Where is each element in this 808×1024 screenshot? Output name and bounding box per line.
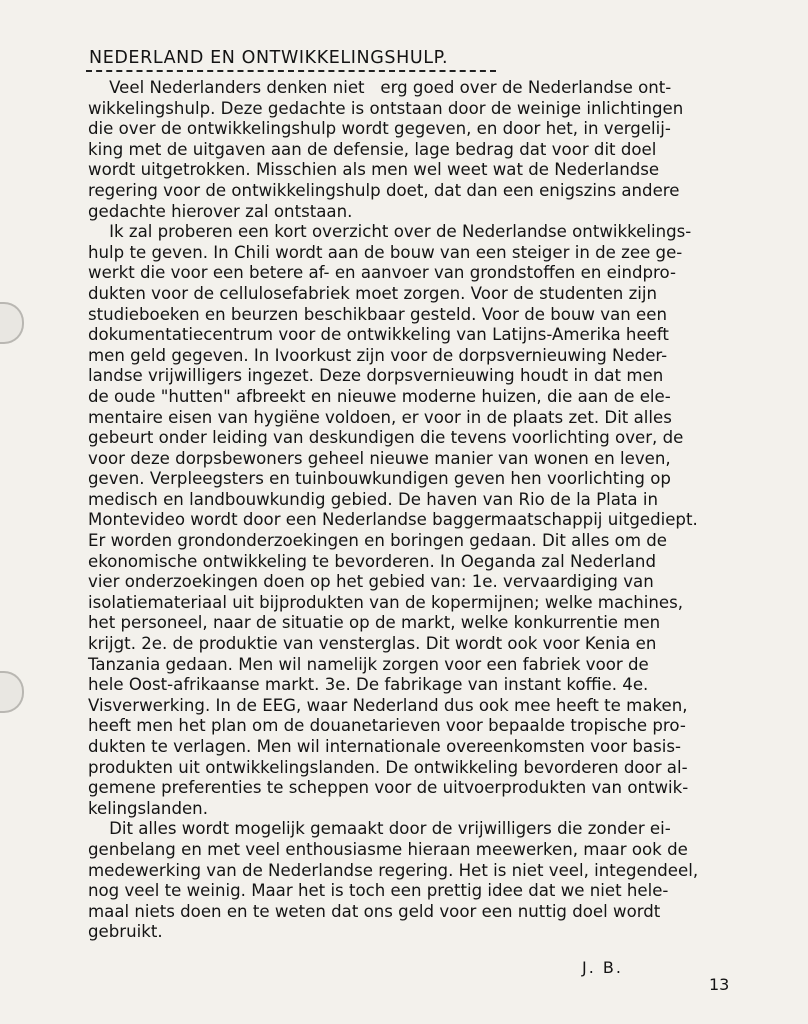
- text-line: heeft men het plan om de douanetarieven voor bepaalde tropische pro-: [88, 716, 686, 736]
- text-line: Veel Nederlanders denken niet erg goed over de Nederlandse ont-: [88, 78, 672, 97]
- text-line: de oude "hutten" afbreekt en nieuwe moderne huizen, die aan de ele-: [88, 386, 671, 406]
- text-line: isolatiemateriaal uit bijprodukten van de kopermijnen; welke machines,: [88, 592, 684, 612]
- text-line: kelingslanden.: [88, 798, 208, 818]
- text-line: king met de uitgaven aan de defensie, lage bedrag dat voor dit doel: [88, 139, 657, 159]
- text-line: mentaire eisen van hygiëne voldoen, er voor in de plaats zet. Dit alles: [88, 407, 672, 427]
- text-line: Montevideo wordt door een Nederlandse baggermaatschappij uitgediept.: [88, 510, 698, 530]
- text-line: wikkelingshulp. Deze gedachte is ontstaan door de weinige inlichtingen: [88, 98, 684, 118]
- text-line: dukten te verlagen. Men wil internationale overeenkomsten voor basis-: [88, 737, 681, 756]
- text-line: gebeurt onder leiding van deskundigen die tevens voorlichting over, de: [88, 428, 684, 448]
- title-underline: [86, 70, 496, 72]
- text-line: landse vrijwilligers ingezet. Deze dorpsvernieuwing houdt in dat men: [88, 366, 664, 386]
- text-line: krijgt. 2e. de produktie van vensterglas. Dit wordt ook voor Kenia en: [88, 634, 657, 654]
- text-line: ekonomische ontwikkeling te bevorderen. In Oeganda zal Nederland: [88, 551, 656, 571]
- text-line: Tanzania gedaan. Men wil namelijk zorgen voor een fabriek voor de: [88, 654, 649, 674]
- text-line: dokumentatiecentrum voor de ontwikkeling van Latijns-Amerika heeft: [88, 325, 669, 345]
- text-line: die over de ontwikkelingshulp wordt gegeven, en door het, in vergelij-: [88, 119, 671, 139]
- text-line: hele Oost-afrikaanse markt. 3e. De fabrikage van instant koffie. 4e.: [88, 675, 649, 695]
- punch-hole-bottom: [0, 671, 24, 713]
- text-line: het personeel, naar de situatie op de markt, welke konkurrentie men: [88, 613, 661, 633]
- text-line: studieboeken en beurzen beschikbaar gesteld. Voor de bouw van een: [88, 304, 667, 324]
- text-line: nog veel te weinig. Maar het is toch een prettig idee dat we niet hele-: [88, 881, 669, 901]
- text-line: men geld gegeven. In Ivoorkust zijn voor de dorpsvernieuwing Neder-: [88, 345, 668, 365]
- text-line: geven. Verpleegsters en tuinbouwkundigen geven hen voorlichting op: [88, 469, 671, 489]
- text-line: voor deze dorpsbewoners geheel nieuwe manier van wonen en leven,: [88, 448, 671, 468]
- text-line: medisch en landbouwkundig gebied. De haven van Rio de la Plata in: [88, 489, 658, 509]
- text-line: wordt uitgetrokken. Misschien als men wel weet wat de Nederlandse: [88, 160, 660, 180]
- text-line: werkt die voor een betere af- en aanvoer van grondstoffen en eindpro-: [88, 263, 676, 283]
- page-number: 13: [709, 975, 730, 994]
- text-line: Visverwerking. In de EEG, waar Nederland dus ook mee heeft te maken,: [88, 695, 688, 715]
- text-line: hulp te geven. In Chili wordt aan de bouw van een steiger in de zee ge-: [88, 242, 683, 262]
- text-line: maal niets doen en te weten dat ons geld voor een nuttig doel wordt: [88, 901, 661, 921]
- text-line: gemene preferenties te scheppen voor de uitvoerprodukten van ontwik-: [88, 778, 689, 798]
- text-line: produkten uit ontwikkelingslanden. De ontwikkeling bevorderen door al-: [88, 757, 688, 777]
- text-line: Ik zal proberen een kort overzicht over de Nederlandse ontwikkelings-: [88, 222, 692, 242]
- page-title: NEDERLAND EN ONTWIKKELINGSHULP.: [89, 48, 449, 68]
- article-body: [88, 78, 748, 943]
- text-line: regering voor de ontwikkelingshulp doet, dat dan een enigszins andere: [88, 180, 680, 200]
- author-signature: J. B.: [582, 958, 623, 977]
- text-line: medewerking van de Nederlandse regering. Het is niet veel, integendeel,: [88, 860, 699, 880]
- text-line: Dit alles wordt mogelijk gemaakt door de vrijwilligers die zonder ei-: [88, 819, 671, 839]
- text-line: vier onderzoekingen doen op het gebied van: 1e. vervaardiging van: [88, 572, 654, 592]
- text-line: dukten voor de cellulosefabriek moet zorgen. Voor de studenten zijn: [88, 283, 658, 303]
- punch-hole-top: [0, 302, 24, 344]
- text-line: genbelang en met veel enthousiasme hieraan meewerken, maar ook de: [88, 839, 688, 859]
- text-line: gebruikt.: [88, 922, 163, 942]
- text-line: Er worden grondonderzoekingen en boringen gedaan. Dit alles om de: [88, 531, 668, 551]
- text-line: gedachte hierover zal ontstaan.: [88, 201, 353, 221]
